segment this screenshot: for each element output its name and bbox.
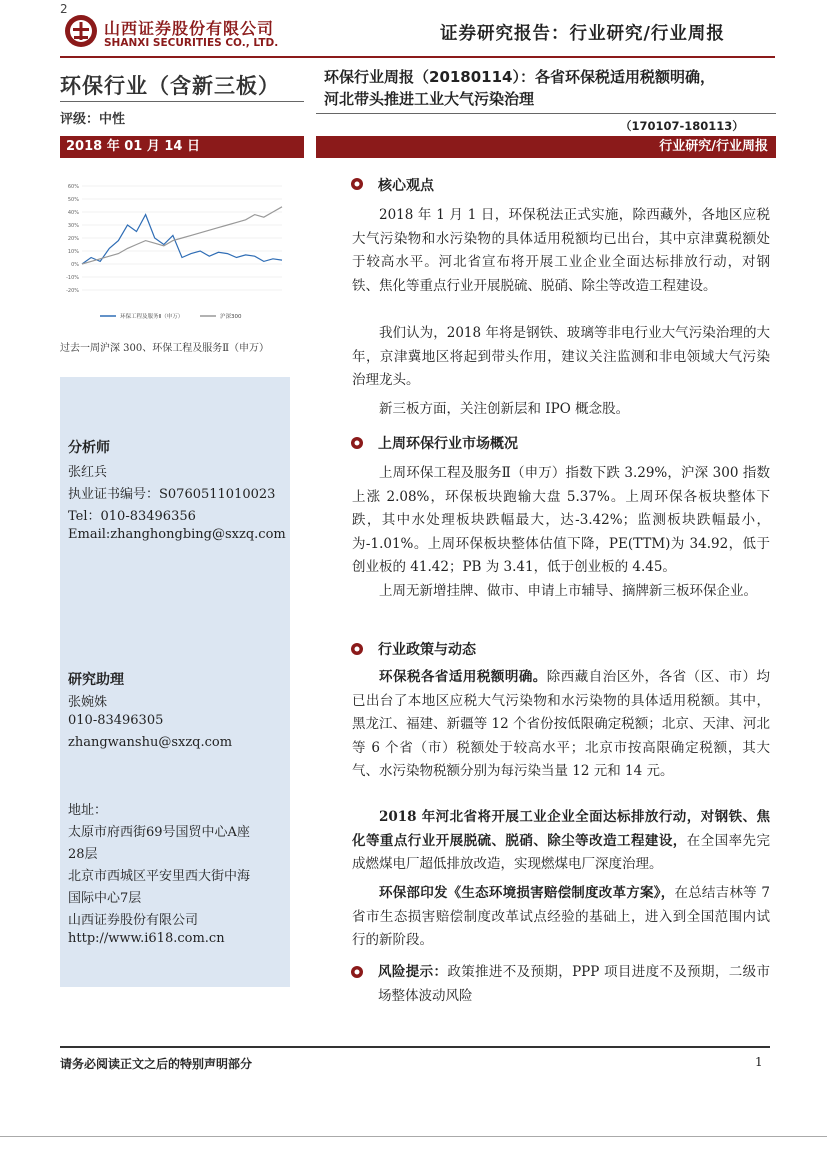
title-divider — [316, 113, 776, 114]
company-logo-icon — [64, 14, 98, 48]
policy-highlight: 环保税各省适用税额明确。 — [379, 669, 547, 685]
footer-divider — [60, 1046, 770, 1048]
corner-mark: 2 — [60, 2, 68, 16]
website-link[interactable]: http://www.i618.com.cn — [68, 931, 225, 946]
report-title-line: 环保行业周报（20180114）：各省环保税适用税额明确， — [324, 68, 715, 86]
address-line: 北京市西城区平安里西大街中海 — [68, 869, 251, 884]
address-line: 山西证券股份有限公司 — [68, 913, 199, 928]
assistant-tel: 010-83496305 — [68, 713, 164, 728]
report-title — [324, 66, 784, 110]
company-name-cn: 山西证券股份有限公司 — [104, 19, 275, 38]
section-bullet-icon — [350, 965, 364, 979]
analyst-cert: 执业证书编号：S0760511010023 — [68, 487, 276, 502]
analyst-tel: Tel：010-83496356 — [68, 509, 196, 524]
address-line: 太原市府西街69号国贸中心A座 — [68, 825, 250, 840]
core-paragraph: 2018 年 1 月 1 日，环保税法正式实施，除西藏外，各地区应税大气污染物和水污染物的具体适用税额均已出台，其中京津冀税额处于较高水平。河北省宣布将开展工业企业全面达标排放行动，对钢铁、焦化等重点行业开展脱硫、脱硝、除尘等改造工程建设。 — [352, 207, 770, 294]
section-bullet-icon — [350, 436, 364, 450]
analyst-name: 张红兵 — [68, 465, 108, 480]
report-type: 证券研究报告：行业研究/行业周报 — [440, 24, 725, 44]
address-line: 国际中心7层 — [68, 891, 142, 906]
page-number: 1 — [755, 1055, 763, 1069]
chart-series-line — [82, 215, 282, 264]
risk-paragraph — [378, 961, 770, 1008]
page-bottom-divider — [0, 1136, 827, 1137]
report-date: 2018 年 01 月 14 日 — [60, 136, 304, 158]
analyst-heading: 分析师 — [68, 440, 110, 456]
chart-y-tick-label: -20% — [66, 288, 79, 294]
header-divider — [60, 56, 775, 58]
section-heading-market: 上周环保行业市场概况 — [378, 436, 518, 452]
chart-y-tick-label: -10% — [66, 275, 79, 281]
analyst-email[interactable]: Email:zhanghongbing@sxzq.com — [68, 527, 286, 542]
chart-legend-label: 环保工程及服务Ⅱ（申万） — [120, 314, 184, 320]
section-heading-policy: 行业政策与动态 — [378, 642, 476, 658]
company-name-en: SHANXI SECURITIES CO., LTD. — [104, 37, 279, 49]
chart-legend-label: 沪深300 — [220, 314, 242, 320]
assistant-name: 张婉姝 — [68, 695, 108, 710]
chart-legend — [100, 312, 242, 320]
assistant-email[interactable]: zhangwanshu@sxzq.com — [68, 735, 233, 750]
report-title-line: 河北带头推进工业大气污染治理 — [324, 90, 535, 108]
chart-y-tick-label: 20% — [67, 236, 79, 242]
chart-y-tick-label: 50% — [67, 197, 79, 203]
policy-paragraph — [352, 806, 770, 877]
policy-highlight: 环保部印发《生态环境损害赔偿制度改革方案》， — [379, 885, 675, 901]
chart-caption: 过去一周沪深 300、环保工程及服务Ⅱ（申万） — [60, 343, 270, 354]
index-line-chart — [60, 178, 290, 328]
disclaimer-note: 请务必阅读正文之后的特别声明部分 — [60, 1057, 253, 1071]
chart-series — [82, 207, 282, 264]
core-paragraph: 新三板方面，关注创新层和 IPO 概念股。 — [379, 401, 630, 417]
section-heading-core: 核心观点 — [378, 178, 434, 194]
policy-text: 在全国率先完成燃煤电厂超低排放改造，实现燃煤电厂深度治理。 — [352, 832, 771, 872]
contact-panel — [60, 377, 290, 987]
chart-y-tick-label: 10% — [67, 249, 79, 255]
chart-y-tick-label: 0% — [71, 262, 79, 268]
chart-y-ticks — [66, 184, 79, 294]
market-paragraph: 上周环保工程及服务Ⅱ（申万）指数下跌 3.29%，沪深 300 指数上涨 2.08%，环保板块跑输大盘 5.37%。上周环保各板块整体下跌，其中水处理板块跌幅最大，达-3.42%；监测板块跌幅最小，为-1.01%。上周环保板块整体估值下降，PE(TTM)为 34.92，低于创业板的 41.42；PB 为 3.41，低于创业板的 4.45。 — [352, 465, 770, 575]
section-bullet-icon — [350, 642, 364, 656]
policy-highlight: 2018 年河北省将开展工业企业全面达标排放行动，对钢铁、焦化等重点行业开展脱硫、脱硝、除尘等改造工程建设， — [352, 809, 770, 849]
chart-y-tick-label: 60% — [67, 184, 79, 190]
assistant-heading: 研究助理 — [68, 672, 124, 688]
sector-title: 环保行业（含新三板） — [60, 74, 280, 98]
rating: 评级：中性 — [60, 112, 126, 127]
market-paragraph: 上周无新增挂牌、做市、申请上市辅导、摘牌新三板环保企业。 — [379, 583, 757, 599]
report-period: （170107-180113） — [620, 119, 744, 133]
core-paragraph: 我们认为，2018 年将是钢铁、玻璃等非电行业大气污染治理的大年，京津冀地区将起到带头作用，建议关注监测和非电领域大气污染治理龙头。 — [352, 325, 770, 388]
address-line: 28层 — [68, 847, 98, 862]
sector-divider — [60, 101, 304, 102]
policy-paragraph — [352, 882, 770, 953]
policy-paragraph — [352, 666, 770, 784]
policy-text: 在总结吉林等 7 省市生态损害赔偿制度改革试点经验的基础上，进入到全国范围内试行的新阶段。 — [352, 885, 770, 948]
risk-text: 政策推进不及预期，PPP 项目进度不及预期，二级市场整体波动风险 — [378, 964, 771, 1004]
chart-y-tick-label: 40% — [67, 210, 79, 216]
policy-text: 除西藏自治区外，各省（区、市）均已出台了本地区应税大气污染物和水污染物的具体适用税额。其中，黑龙江、福建、新疆等 12 个省份按低限确定税额；北京、天津、河北等 6 个省（市）税额处于较高水平；北京市按高限确定税额，其大气、水污染物税额分别为每污染当量 12 元和 14 元。 — [352, 669, 771, 779]
chart-y-tick-label: 30% — [67, 223, 79, 229]
section-bullet-icon — [350, 177, 364, 191]
risk-label: 风险提示： — [378, 964, 448, 980]
report-category: 行业研究/行业周报 — [316, 136, 776, 158]
address-label: 地址： — [68, 803, 108, 818]
